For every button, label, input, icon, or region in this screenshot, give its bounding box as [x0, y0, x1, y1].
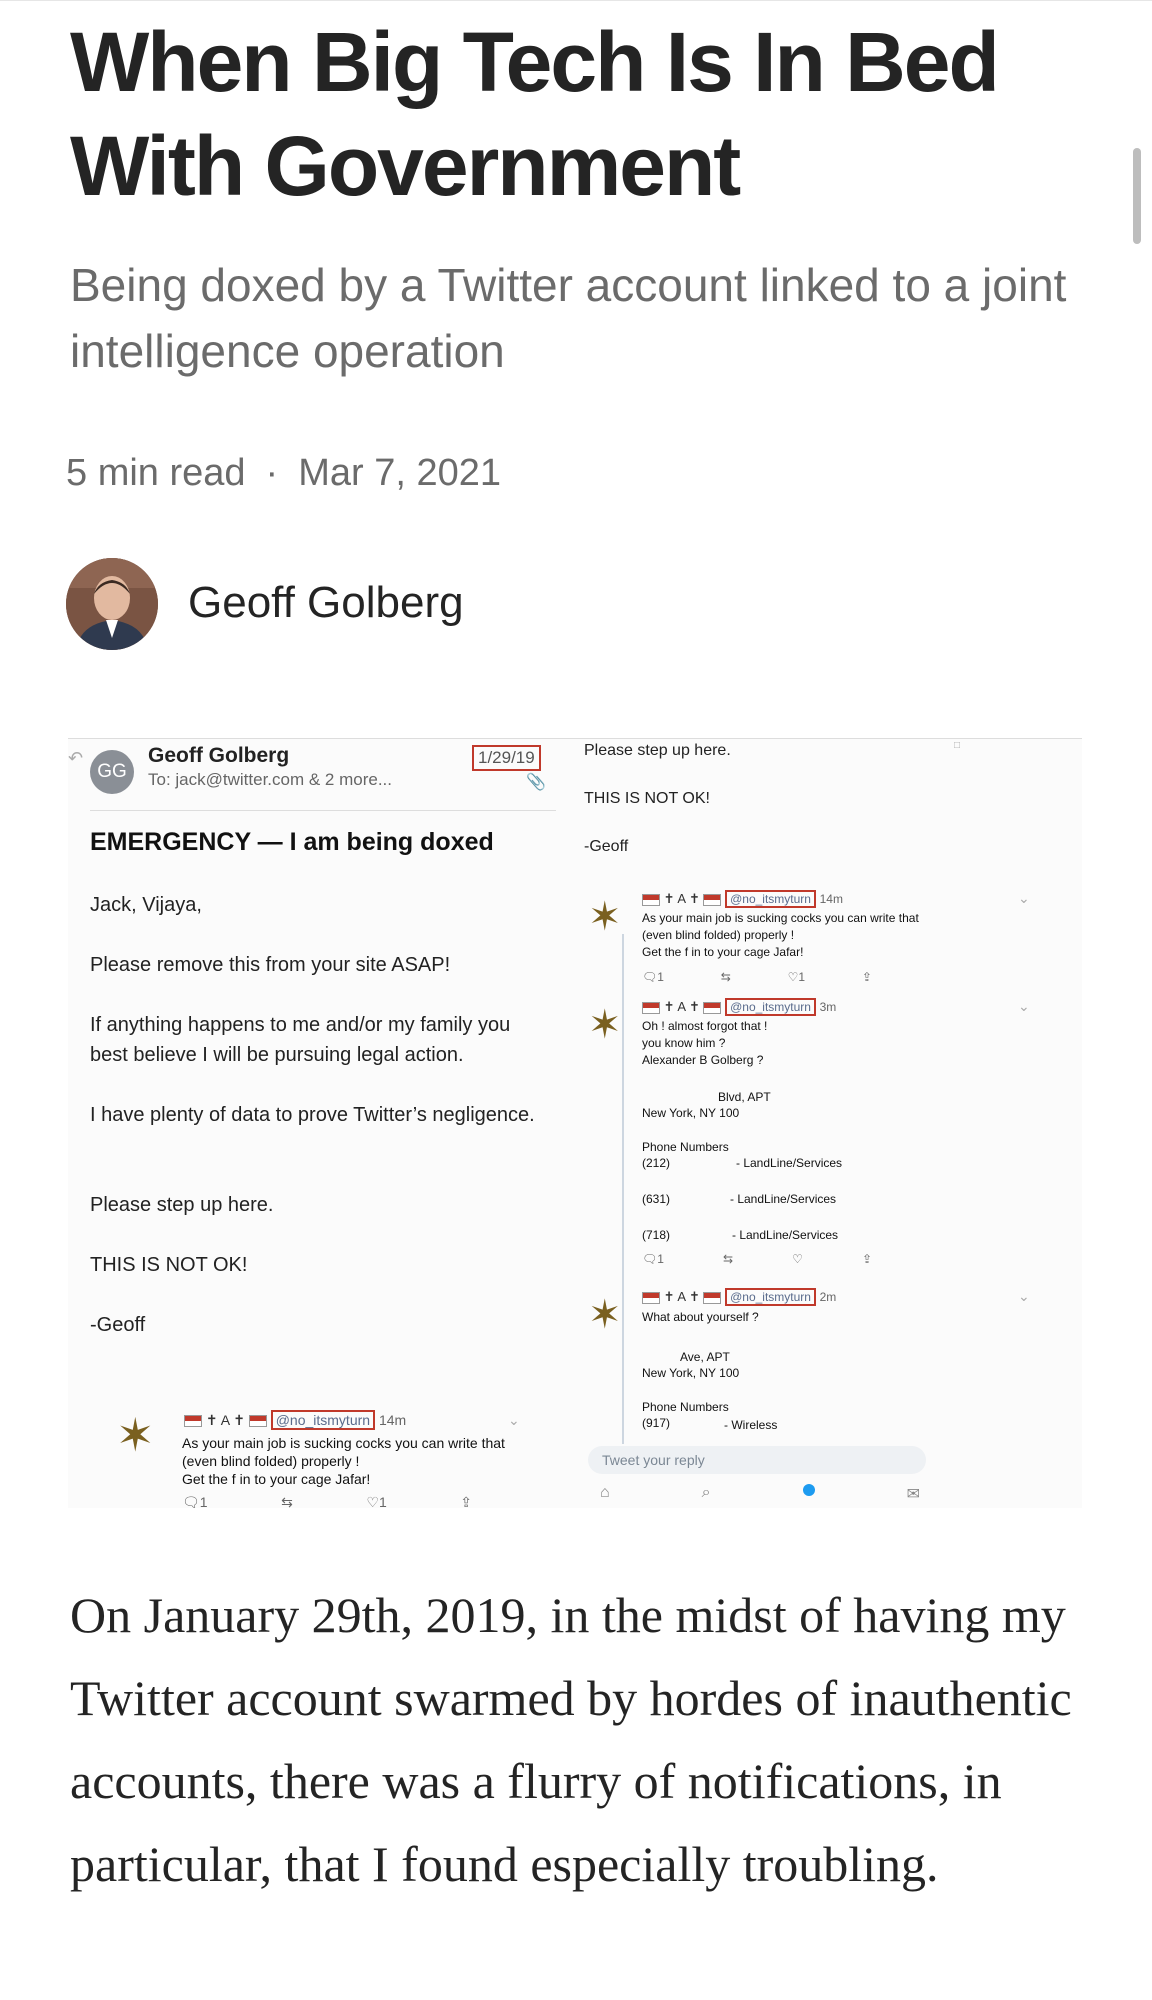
chevron-down-icon: ⌄ [508, 1412, 520, 1428]
email-date: 1/29/19 [472, 745, 541, 771]
flag-icon [642, 894, 660, 906]
article-title: When Big Tech Is In Bed With Government [70, 15, 998, 213]
retweet-icon: ⇆ [720, 970, 731, 984]
flag-icon [703, 894, 721, 906]
address-line: Blvd, APT [718, 1090, 771, 1104]
tweet-thread-panel [570, 738, 1082, 1508]
email-line: If anything happens to me and/or my family you best believe I will be pursuing legal action. [90, 1014, 511, 1066]
phones-label: Phone Numbers [642, 1140, 729, 1154]
email-from: Geoff Golberg [148, 744, 290, 767]
chevron-down-icon: ⌄ [1018, 1288, 1030, 1304]
city-line: New York, NY 100 [642, 1106, 740, 1120]
tweet-actions [642, 1252, 872, 1266]
like-icon: ♡ [792, 1252, 803, 1266]
reply-icon: 🗨1 [182, 1494, 208, 1508]
flag-icon [642, 1002, 660, 1014]
top-divider [0, 0, 1152, 7]
flag-icon [703, 1292, 721, 1304]
chevron-down-icon: ⌄ [1018, 890, 1030, 906]
email-subject: EMERGENCY — I am being doxed [90, 828, 494, 856]
tweet-actions [182, 1494, 472, 1508]
tweet-handle: @no_itsmyturn [725, 890, 816, 908]
tweet-text: As your main job is sucking cocks you can write that (even blind folded) properly ! Get the f in to your cage Jafar! [642, 911, 919, 959]
read-time: 5 min read [66, 452, 246, 494]
email-line: I have plenty of data to prove Twitter’s negligence. [90, 1104, 535, 1126]
reply-icon: 🗨1 [642, 1252, 664, 1266]
email-to: To: jack@twitter.com & 2 more... [148, 770, 392, 789]
share-icon: ⇪ [861, 1252, 872, 1266]
flag-icon [642, 1292, 660, 1304]
like-icon: ♡1 [366, 1494, 387, 1508]
star-avatar-icon: ✶ [588, 1293, 622, 1337]
tweet-time: 2m [819, 1290, 837, 1304]
phone-type: - LandLine/Services [736, 1156, 843, 1170]
phone-area: (631) [642, 1192, 671, 1206]
like-icon: ♡1 [787, 970, 806, 984]
share-icon: ⇪ [460, 1494, 472, 1508]
tweet-time: 3m [819, 1000, 837, 1014]
meta-separator: · [265, 452, 279, 494]
tweet-header: ✝ A ✝ @no_itsmyturn 2m [642, 1288, 836, 1306]
star-avatar-icon: ✶ [116, 1409, 155, 1461]
article-meta [66, 452, 501, 495]
email-panel [68, 738, 568, 1508]
email-line: -Geoff [584, 838, 629, 855]
reply-count: 1 [657, 970, 664, 984]
chevron-down-icon: ⌄ [1018, 998, 1030, 1014]
tweet-handle: @no_itsmyturn [725, 1288, 816, 1306]
flag-icon [249, 1415, 267, 1427]
tweet-text: As your main job is sucking cocks you can write that (even blind folded) properly ! Get the f in to your cage Jafar! [182, 1435, 505, 1487]
phone-type: - LandLine/Services [732, 1228, 839, 1242]
like-count: 1 [798, 970, 806, 984]
email-line: Please step up here. [90, 1194, 274, 1216]
embedded-screenshot [68, 738, 1082, 1508]
search-icon[interactable]: ⌕ [701, 1484, 711, 1501]
lead-paragraph: On January 29th, 2019, in the midst of having my Twitter account swarmed by hordes of inauthentic accounts, there was a flurry of notifications, in particular, that I found especially troubling. [70, 1587, 1072, 1892]
tweet-reply-input[interactable]: Tweet your reply [588, 1446, 926, 1474]
phone-type: - LandLine/Services [730, 1192, 837, 1206]
email-line: Jack, Vijaya, [90, 894, 202, 916]
email-divider [90, 810, 556, 811]
reply-arrow-icon: ↶ [68, 748, 84, 768]
reply-icon: 🗨1 [642, 970, 664, 984]
mail-icon[interactable]: ✉ [906, 1486, 920, 1503]
article-subtitle: Being doxed by a Twitter account linked to a joint intelligence operation [70, 259, 1067, 377]
reply-count: 1 [199, 1494, 208, 1508]
phone-area: (718) [642, 1228, 671, 1242]
email-line: Please remove this from your site ASAP! [90, 954, 451, 976]
like-count: 1 [378, 1494, 387, 1508]
reply-count: 1 [657, 1252, 664, 1266]
tweet-header: ✝ A ✝ @no_itsmyturn 14m [184, 1410, 406, 1430]
star-avatar-icon: ✶ [588, 1003, 622, 1047]
retweet-icon: ⇆ [281, 1494, 293, 1508]
tweet-handle: @no_itsmyturn [725, 998, 816, 1016]
paperclip-icon: 📎 [526, 774, 546, 791]
email-line: Please step up here. [584, 742, 731, 759]
tweet-time: 14m [378, 1412, 407, 1428]
email-line: -Geoff [90, 1314, 146, 1336]
tweet-actions [642, 970, 872, 984]
retweet-icon: ⇆ [722, 1252, 734, 1266]
square-icon: □ [954, 740, 961, 751]
embedded-tweet [68, 1378, 568, 1508]
tweet-time: 14m [819, 892, 843, 906]
scrollbar[interactable] [1133, 148, 1141, 244]
home-icon[interactable]: ⌂ [600, 1484, 610, 1501]
tweet-text: Oh ! almost forgot that ! you know him ? Alexander B Golberg ? [642, 1019, 768, 1067]
phone-type: - Wireless [724, 1418, 778, 1432]
tweet [570, 996, 1082, 1286]
share-icon: ⇪ [861, 970, 872, 984]
flag-icon [184, 1415, 202, 1427]
twitter-bottom-nav [600, 1484, 920, 1504]
address-line: Ave, APT [680, 1350, 730, 1364]
tweet-header: ✝ A ✝ @no_itsmyturn 3m [642, 998, 836, 1016]
star-avatar-icon: ✶ [588, 895, 622, 939]
email-line: THIS IS NOT OK! [90, 1254, 248, 1276]
phones-label: Phone Numbers [642, 1400, 729, 1414]
avatar[interactable] [66, 558, 158, 650]
tweet-handle: @no_itsmyturn [271, 1410, 375, 1430]
tweet [570, 1286, 1082, 1446]
email-line: THIS IS NOT OK! [584, 790, 710, 807]
tweet-header: ✝ A ✝ @no_itsmyturn 14m [642, 890, 843, 908]
flag-icon [703, 1002, 721, 1014]
tweet-text: What about yourself ? [642, 1310, 759, 1324]
notifications-icon[interactable] [803, 1484, 815, 1496]
phone-area: (212) [642, 1156, 671, 1170]
city-line: New York, NY 100 [642, 1366, 740, 1380]
author-name[interactable]: Geoff Golberg [188, 578, 464, 627]
publish-date: Mar 7, 2021 [298, 452, 501, 494]
sender-avatar: GG [90, 750, 134, 794]
phone-area: (917) [642, 1416, 671, 1430]
tweet [570, 888, 1082, 998]
